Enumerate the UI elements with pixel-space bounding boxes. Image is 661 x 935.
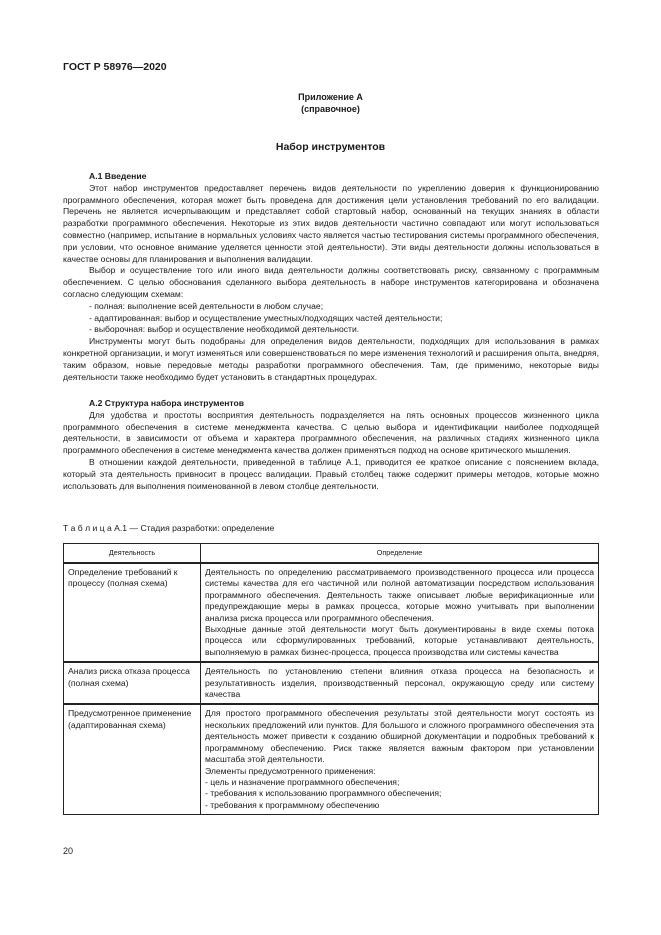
definition-text: Деятельность по определению рассматриваемого производственного процесса или процесса системы качества для его частичной или полной автоматизации посредством использования программного обеспечения. Деятельность также описывает любые верификационные или предупреждающие меры в рамках процесса, которые можно учитывать при выполнении анализа риска процесса или программного обеспечения. bbox=[205, 567, 594, 623]
main-title: Набор инструментов bbox=[275, 141, 386, 153]
definition-text: Элементы предусмотренного применения: bbox=[205, 765, 376, 776]
definition-text: Для простого программного обеспечения результаты этой деятельности могут состоять из нескольких предложений или пунктов. Для большого и сложного программного обеспечения эта деятельность может привести к созданию обширной документации и подробных требований к программному обеспечению. Риск также является важным фактором при установлении масштаба этой деятельности. bbox=[205, 708, 594, 765]
activities-table bbox=[63, 543, 599, 815]
list-item: - адаптированная: выбор и осуществление уместных/подходящих частей деятельности; bbox=[89, 312, 443, 323]
list-item: - требования к программному обеспечению bbox=[205, 799, 380, 810]
section-intro bbox=[63, 171, 599, 383]
annex-title: Приложение А bbox=[298, 92, 363, 102]
activity-cell: Анализ риска отказа процесса (полная схема) bbox=[64, 662, 201, 704]
definition-text: Деятельность по установлению степени влияния отказа процесса на безопасность и результативность изделия, производственный персонал, окружающую среду или систему качества bbox=[205, 666, 594, 700]
paragraph: В отношении каждой деятельности, приведенной в таблице А.1, приводится ее краткое описание с пояснением вклада, который эта деятельность привносит в процесс валидации. Правый столбец также содержит примеры методов, которые можно использовать для выполнения поименованной в левом столбце деятельности. bbox=[63, 456, 599, 491]
column-header-definition: Определение bbox=[201, 544, 599, 564]
paragraph: Для удобства и простоты восприятия деятельность подразделяется на пять основных процессов жизненного цикла программного обеспечения в системе менеджмента качества. С целью выбора и идентификации наиболее подходящей деятельности, в зависимости от объема и характера программного обеспечения, на различных стадиях жизненного цикла программного обеспечения в системе менеджмента качества должен применяться подход на основе критического мышления. bbox=[63, 409, 599, 456]
table-row bbox=[64, 662, 599, 704]
page-number: 20 bbox=[63, 846, 74, 856]
activity-cell: Предусмотренное применение (адаптированная схема) bbox=[64, 704, 201, 814]
definition-cell bbox=[201, 662, 599, 704]
table-header-row bbox=[64, 544, 599, 564]
definition-cell bbox=[201, 563, 599, 662]
column-header-activity: Деятельность bbox=[64, 544, 201, 564]
table-row bbox=[64, 563, 599, 662]
table-caption: Т а б л и ц а А.1 — Стадия разработки: определение bbox=[63, 523, 275, 533]
section-structure bbox=[63, 398, 599, 492]
paragraph: Выбор и осуществление того или иного вида деятельности должны соответствовать риску, связанному с программным обеспечением. С целью обоснования сделанного выбора деятельность в наборе инструментов категорирована и обозначена согласно следующим схемам: bbox=[63, 265, 599, 299]
standard-designation: ГОСТ Р 58976—2020 bbox=[63, 61, 167, 73]
definition-text: Выходные данные этой деятельности могут быть документированы в виде схемы потока процесса или сформулированных требований, которые устанавливают деятельность, выполняемую в рамках бизнес-процесса, процесса производства или системы качества bbox=[205, 624, 594, 657]
definition-cell bbox=[201, 704, 599, 814]
activity-cell: Определение требований к процессу (полная схема) bbox=[64, 563, 201, 662]
list-item: - выборочная: выбор и осуществление необходимой деятельности. bbox=[89, 324, 360, 335]
section-heading-intro: А.1 Введение bbox=[89, 171, 147, 181]
list-item: - цель и назначение программного обеспечения; bbox=[205, 776, 400, 787]
table-row bbox=[64, 704, 599, 814]
list-item: - требования к использованию программного обеспечения; bbox=[205, 788, 442, 799]
annex-subtitle: (справочное) bbox=[301, 104, 360, 114]
list-item: - полная: выполнение всей деятельности в любом случае; bbox=[89, 300, 324, 311]
paragraph: Этот набор инструментов предоставляет перечень видов деятельности по укреплению доверия к функционированию программного обеспечения, которая может быть проведена для достижения цели установления требований по его валидации. Перечень не является исчерпывающим и представляет собой стартовый набор, основанный на текущих знаниях в области разработки программного обеспечения. Некоторые из этих видов деятельности частично совпадают или могут использоваться совместно (например, испытание в нормальных условиях часто является частью тестирования системы программного обеспечения, при условии, что основное внимание уделяется ценности этой деятельности). Эти виды деятельности должны использоваться в качестве основы для планирования и выполнения валидации. bbox=[63, 182, 599, 264]
paragraph: Инструменты могут быть подобраны для определения видов деятельности, подходящих для использования в рамках конкретной организации, и могут изменяться или совершенствоваться по мере изменения технологий и расширения опыта, внедряя, таким образом, новые передовые методы разработки программного обеспечения. Там, где применимо, некоторые виды деятельности также необходимо будет установить в стандартных процедурах. bbox=[63, 336, 599, 382]
section-heading-structure: А.2 Структура набора инструментов bbox=[89, 398, 245, 408]
